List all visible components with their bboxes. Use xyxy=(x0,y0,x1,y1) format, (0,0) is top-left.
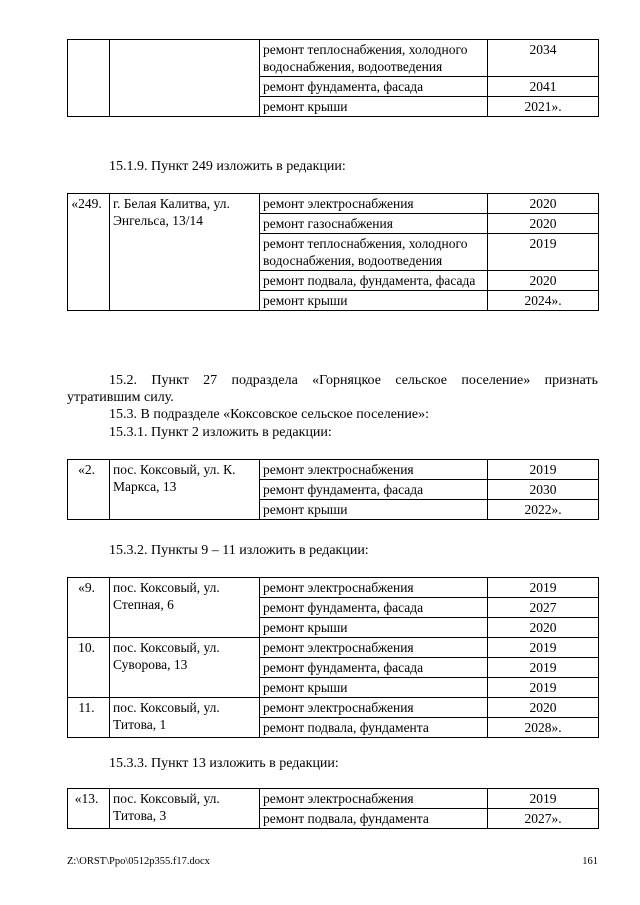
table-item-249 xyxy=(67,193,599,311)
table-row xyxy=(68,194,599,214)
address-cell: пос. Коксовый, ул. Титова, 1 xyxy=(110,698,260,738)
table-row xyxy=(68,638,599,658)
year-cell: 2020 xyxy=(488,618,599,638)
paragraph-15-3-2: 15.3.2. Пункты 9 – 11 изложить в редакции: xyxy=(109,543,369,558)
year-cell: 2027». xyxy=(488,809,599,829)
table-continuation xyxy=(67,39,599,117)
work-cell: ремонт электроснабжения xyxy=(260,460,488,480)
paragraph-15-2: 15.2. Пункт 27 подраздела «Горняцкое сельское поселение» признать утратившим силу. xyxy=(67,373,598,405)
year-cell: 2019 xyxy=(488,234,599,271)
work-cell: ремонт крыши xyxy=(260,678,488,698)
work-cell: ремонт подвала, фундамента, фасада xyxy=(260,271,488,291)
table-items-9-11 xyxy=(67,577,599,738)
paragraph-15-3-1: 15.3.1. Пункт 2 изложить в редакции: xyxy=(109,425,332,440)
table-row xyxy=(68,460,599,480)
year-cell: 2019 xyxy=(488,638,599,658)
year-cell: 2020 xyxy=(488,698,599,718)
address-cell xyxy=(110,40,260,117)
work-cell: ремонт электроснабжения xyxy=(260,638,488,658)
address-cell: пос. Коксовый, ул. К. Маркса, 13 xyxy=(110,460,260,520)
year-cell: 2027 xyxy=(488,598,599,618)
work-cell: ремонт подвала, фундамента xyxy=(260,718,488,738)
table-row xyxy=(68,789,599,809)
year-cell: 2019 xyxy=(488,578,599,598)
table-row xyxy=(68,578,599,598)
work-cell: ремонт крыши xyxy=(260,291,488,311)
work-cell: ремонт электроснабжения xyxy=(260,789,488,809)
paragraph-15-1-9: 15.1.9. Пункт 249 изложить в редакции: xyxy=(109,159,346,174)
year-cell: 2041 xyxy=(488,77,599,97)
work-cell: ремонт крыши xyxy=(260,97,488,117)
work-cell: ремонт электроснабжения xyxy=(260,194,488,214)
year-cell: 2020 xyxy=(488,214,599,234)
year-cell: 2020 xyxy=(488,271,599,291)
work-cell: ремонт электроснабжения xyxy=(260,698,488,718)
year-cell: 2034 xyxy=(488,40,599,77)
address-cell: г. Белая Калитва, ул. Энгельса, 13/14 xyxy=(110,194,260,311)
year-cell: 2030 xyxy=(488,480,599,500)
work-cell: ремонт фундамента, фасада xyxy=(260,480,488,500)
work-cell: ремонт теплоснабжения, холодного водоснабжения, водоотведения xyxy=(260,234,488,271)
row-number-cell: «2. xyxy=(68,460,110,520)
work-cell: ремонт подвала, фундамента xyxy=(260,809,488,829)
row-number-cell: 11. xyxy=(68,698,110,738)
work-cell: ремонт теплоснабжения, холодного водоснабжения, водоотведения xyxy=(260,40,488,77)
year-cell: 2021». xyxy=(488,97,599,117)
work-cell: ремонт электроснабжения xyxy=(260,578,488,598)
year-cell: 2019 xyxy=(488,789,599,809)
row-number-cell: «9. xyxy=(68,578,110,638)
row-number-cell xyxy=(68,40,110,117)
work-cell: ремонт фундамента, фасада xyxy=(260,598,488,618)
work-cell: ремонт крыши xyxy=(260,618,488,638)
work-cell: ремонт крыши xyxy=(260,500,488,520)
table-row xyxy=(68,698,599,718)
year-cell: 2020 xyxy=(488,194,599,214)
year-cell: 2019 xyxy=(488,658,599,678)
year-cell: 2019 xyxy=(488,678,599,698)
year-cell: 2024». xyxy=(488,291,599,311)
row-number-cell: «13. xyxy=(68,789,110,829)
year-cell: 2019 xyxy=(488,460,599,480)
row-number-cell: «249. xyxy=(68,194,110,311)
work-cell: ремонт фундамента, фасада xyxy=(260,77,488,97)
address-cell: пос. Коксовый, ул. Суворова, 13 xyxy=(110,638,260,698)
table-item-2 xyxy=(67,459,599,520)
footer-file-path: Z:\ORST\Ppo\0512p355.f17.docx xyxy=(67,856,210,867)
table-row xyxy=(68,40,599,77)
table-item-13 xyxy=(67,788,599,829)
paragraph-15-3: 15.3. В подразделе «Коксовское сельское поселение»: xyxy=(109,407,429,422)
footer-page-number: 161 xyxy=(582,856,598,867)
work-cell: ремонт газоснабжения xyxy=(260,214,488,234)
address-cell: пос. Коксовый, ул. Степная, 6 xyxy=(110,578,260,638)
year-cell: 2028». xyxy=(488,718,599,738)
year-cell: 2022». xyxy=(488,500,599,520)
row-number-cell: 10. xyxy=(68,638,110,698)
paragraph-15-3-3: 15.3.3. Пункт 13 изложить в редакции: xyxy=(109,756,339,771)
work-cell: ремонт фундамента, фасада xyxy=(260,658,488,678)
address-cell: пос. Коксовый, ул. Титова, 3 xyxy=(110,789,260,829)
